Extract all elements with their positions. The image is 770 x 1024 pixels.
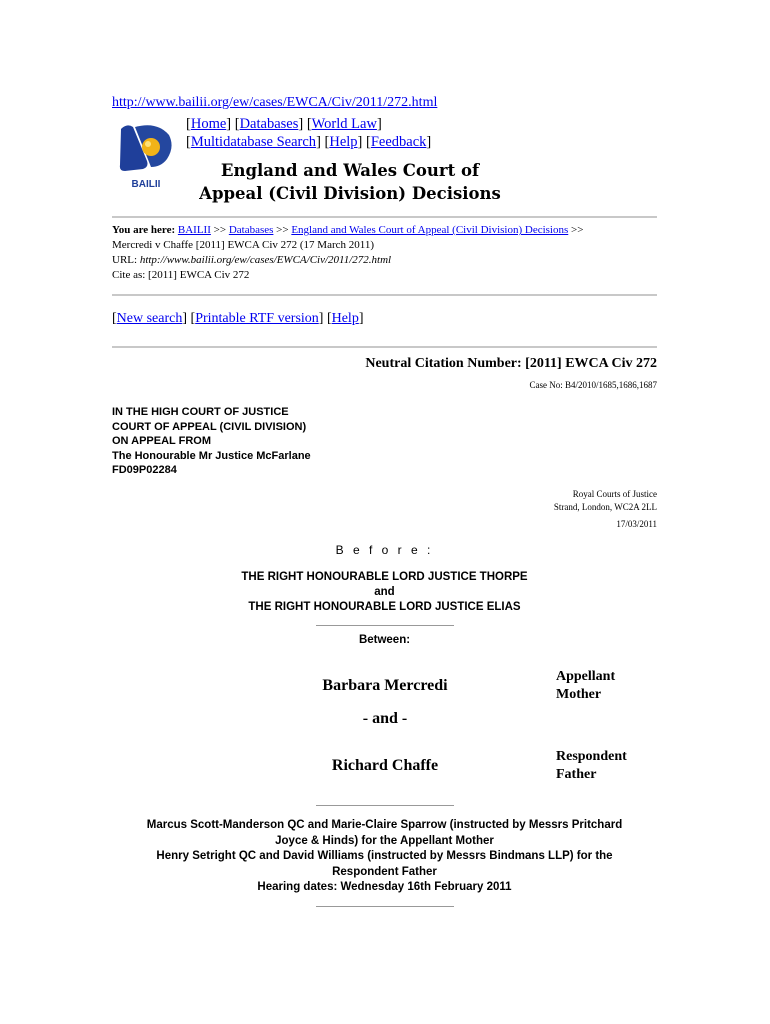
- judges-and: and: [374, 586, 395, 598]
- case-url-line: [112, 253, 391, 268]
- new-search-link[interactable]: New search: [116, 311, 183, 326]
- help-link[interactable]: Help: [331, 311, 359, 326]
- nav-help-link[interactable]: Help: [329, 134, 358, 150]
- breadcrumb-label: You are here:: [112, 224, 176, 236]
- before-heading: B e f o r e :: [335, 543, 434, 557]
- nav-multidatabase-search-link[interactable]: Multidatabase Search: [190, 134, 317, 150]
- page-url-link[interactable]: http://www.bailii.org/ew/cases/EWCA/Civ/2011/272.html: [112, 95, 438, 110]
- counsel-line: Joyce & Hinds) for the Appellant Mother: [275, 834, 494, 847]
- nav-databases-link[interactable]: Databases: [239, 116, 299, 132]
- court-title-line-1: England and Wales Court of: [220, 161, 480, 180]
- breadcrumb: [112, 223, 583, 238]
- location-line-1: Royal Courts of Justice: [572, 489, 657, 499]
- party-2-role: [556, 748, 627, 784]
- judge-1: THE RIGHT HONOURABLE LORD JUSTICE THORPE: [241, 571, 528, 583]
- case-number: Case No: B4/2010/1685,1686,1687: [529, 380, 657, 390]
- case-title-line: Mercredi v Chaffe [2011] EWCA Civ 272 (17 March 2011): [112, 239, 375, 251]
- counsel-line: Henry Setright QC and David Williams (instructed by Messrs Bindmans LLP) for the: [156, 850, 613, 862]
- document-links: [New search] [Printable RTF version] [Help]: [112, 311, 364, 326]
- separator-rule: [316, 906, 454, 907]
- court-title: [190, 159, 510, 205]
- judges: [112, 570, 657, 615]
- court-details: [112, 405, 311, 478]
- breadcrumb-ewca-civ-link[interactable]: England and Wales Court of Appeal (Civil Division) Decisions: [291, 224, 569, 236]
- court-title-line-2: Appeal (Civil Division) Decisions: [199, 184, 501, 203]
- nav-feedback-link[interactable]: Feedback: [370, 134, 427, 150]
- party-1-role: [556, 668, 615, 704]
- court-line: The Honourable Mr Justice McFarlane: [112, 449, 311, 462]
- party-2-name: Richard Chaffe: [331, 757, 439, 774]
- counsel-details: [112, 818, 657, 896]
- judgment-date: 17/03/2011: [616, 519, 657, 529]
- cite-as-line: Cite as: [2011] EWCA Civ 272: [112, 269, 250, 281]
- court-location: [554, 488, 657, 513]
- neutral-citation: Neutral Citation Number: [2011] EWCA Civ 272: [365, 356, 657, 371]
- breadcrumb-bailii-link[interactable]: BAILII: [177, 224, 211, 236]
- separator-rule: [316, 625, 454, 626]
- breadcrumb-separator: >>: [213, 224, 227, 236]
- divider: [112, 216, 657, 218]
- and-separator: - and -: [362, 710, 408, 727]
- divider: [112, 346, 657, 348]
- court-line: ON APPEAL FROM: [112, 435, 212, 447]
- divider: [112, 294, 657, 296]
- bailii-logo[interactable]: [117, 121, 175, 193]
- party-1-name: Barbara Mercredi: [322, 677, 448, 694]
- breadcrumb-separator: >>: [276, 224, 289, 236]
- party-2-role-line-2: Father: [556, 767, 597, 782]
- logo-text: BAILII: [131, 179, 161, 190]
- breadcrumb-separator: >>: [571, 224, 584, 236]
- bailii-logo-icon: [117, 121, 175, 193]
- counsel-line: Marcus Scott-Manderson QC and Marie-Claire Sparrow (instructed by Messrs Pritchard: [146, 819, 623, 831]
- court-line: FD09P02284: [112, 464, 177, 476]
- court-line: COURT OF APPEAL (CIVIL DIVISION): [112, 420, 307, 433]
- breadcrumb-databases-link[interactable]: Databases: [228, 224, 274, 236]
- case-url: http://www.bailii.org/ew/cases/EWCA/Civ/2011/272.html: [139, 254, 392, 266]
- printable-rtf-link[interactable]: Printable RTF version: [195, 311, 319, 326]
- judge-2: THE RIGHT HONOURABLE LORD JUSTICE ELIAS: [248, 601, 521, 613]
- court-line: IN THE HIGH COURT OF JUSTICE: [112, 406, 289, 418]
- nav-home-link[interactable]: Home: [190, 116, 227, 132]
- separator-rule: [316, 805, 454, 806]
- between-heading: Between:: [358, 634, 411, 646]
- nav-world-law-link[interactable]: World Law: [311, 116, 377, 132]
- hearing-dates: Hearing dates: Wednesday 16th February 2011: [257, 881, 512, 893]
- case-url-label: URL:: [112, 254, 138, 266]
- party-1-role-line-2: Mother: [556, 687, 602, 702]
- party-1-role-line-1: Appellant: [556, 669, 616, 684]
- party-2-role-line-1: Respondent: [556, 749, 627, 764]
- location-line-2: Strand, London, WC2A 2LL: [553, 501, 657, 512]
- counsel-line: Respondent Father: [332, 865, 437, 878]
- nav-row-2: [Multidatabase Search] [Help] [Feedback]: [186, 134, 432, 150]
- nav-row-1: [Home] [Databases] [World Law]: [186, 116, 382, 132]
